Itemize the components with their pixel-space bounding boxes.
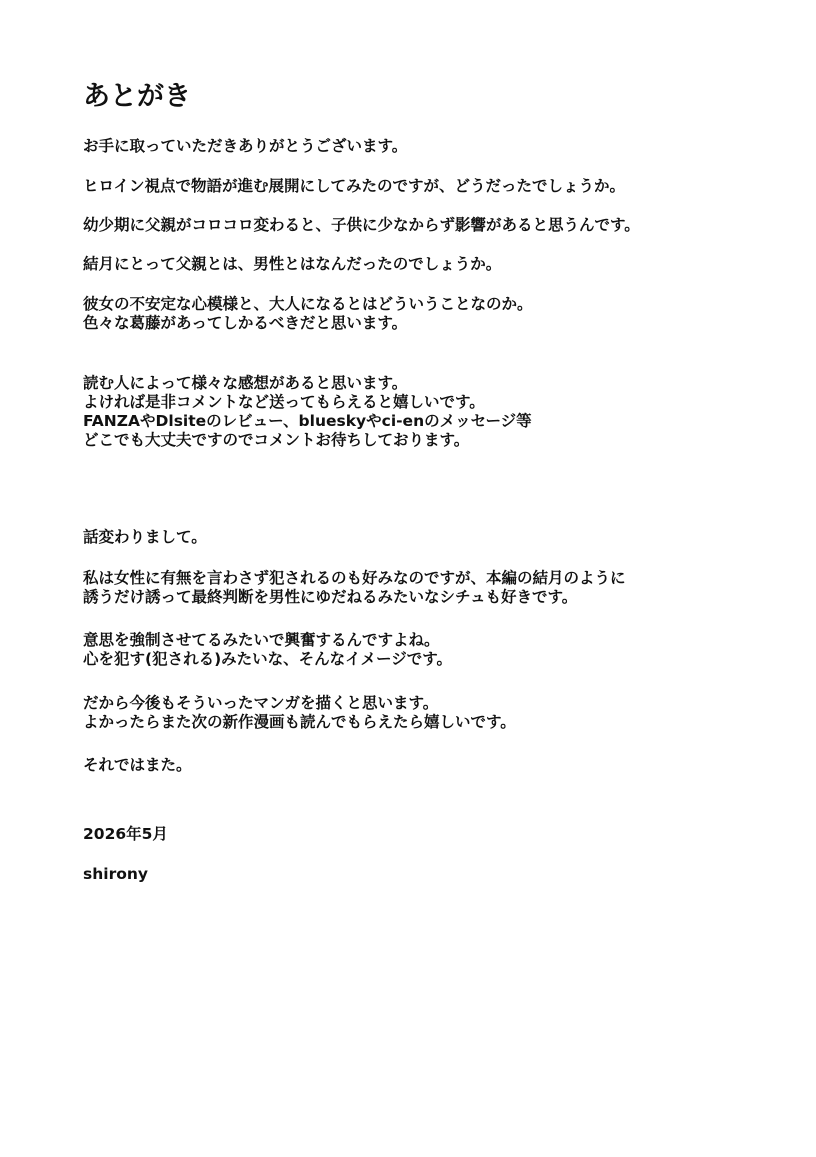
text-line: ヒロイン視点で物語が進む展開にしてみたのですが、どうだったでしょうか。 <box>83 177 626 195</box>
paragraph-thanks <box>83 137 407 156</box>
date-text <box>83 825 168 844</box>
text-line: どこでも大丈夫ですのでコメントお待ちしております。 <box>83 431 470 449</box>
paragraph-conflict <box>83 295 533 333</box>
paragraph-preference <box>83 569 626 607</box>
text-line: 幼少期に父親がコロコロ変わると、子供に少なからず影響があると思うんです。 <box>83 216 640 234</box>
paragraph-farewell <box>83 756 192 775</box>
paragraph-childhood <box>83 216 640 235</box>
text-line: 意思を強制させてるみたいで興奮するんですよね。 <box>83 631 440 649</box>
text-line: 私は女性に有無を言わさず犯されるのも好みなのですが、本編の結月のように <box>83 569 626 587</box>
text-line: 話変わりまして。 <box>83 528 207 546</box>
text-line: よければ是非コメントなど送ってもらえると嬉しいです。 <box>83 393 485 411</box>
text-line: お手に取っていただきありがとうございます。 <box>83 137 408 155</box>
text-line: 心を犯す(犯される)みたいな、そんなイメージです。 <box>83 650 452 668</box>
text-line: 読む人によって様々な感想があると思います。 <box>83 374 408 392</box>
author-line: shirony <box>83 865 149 883</box>
paragraph-topic-change <box>83 528 207 547</box>
text-line: それではまた。 <box>83 756 192 774</box>
paragraph-future <box>83 694 516 732</box>
paragraph-comments <box>83 374 532 450</box>
text-line: FANZAやDlsiteのレビュー、blueskyやci-enのメッセージ等 <box>83 412 532 430</box>
paragraph-heroine-view <box>83 177 625 196</box>
text-line: よかったらまた次の新作漫画も読んでもらえたら嬉しいです。 <box>83 713 516 731</box>
paragraph-excitement <box>83 631 452 669</box>
date-line: 2026年5月 <box>83 825 168 843</box>
paragraph-father <box>83 255 501 274</box>
page-title: あとがき <box>83 81 191 112</box>
text-line: だから今後もそういったマンガを描くと思います。 <box>83 694 439 712</box>
text-line: 彼女の不安定な心模様と、大人になるとはどういうことなのか。 <box>83 295 533 313</box>
text-line: 結月にとって父親とは、男性とはなんだったのでしょうか。 <box>83 255 502 273</box>
text-line: 色々な葛藤があってしかるべきだと思います。 <box>83 314 408 332</box>
author-signature <box>83 865 148 884</box>
text-line: 誘うだけ誘って最終判断を男性にゆだねるみたいなシチュも好きです。 <box>83 588 578 606</box>
